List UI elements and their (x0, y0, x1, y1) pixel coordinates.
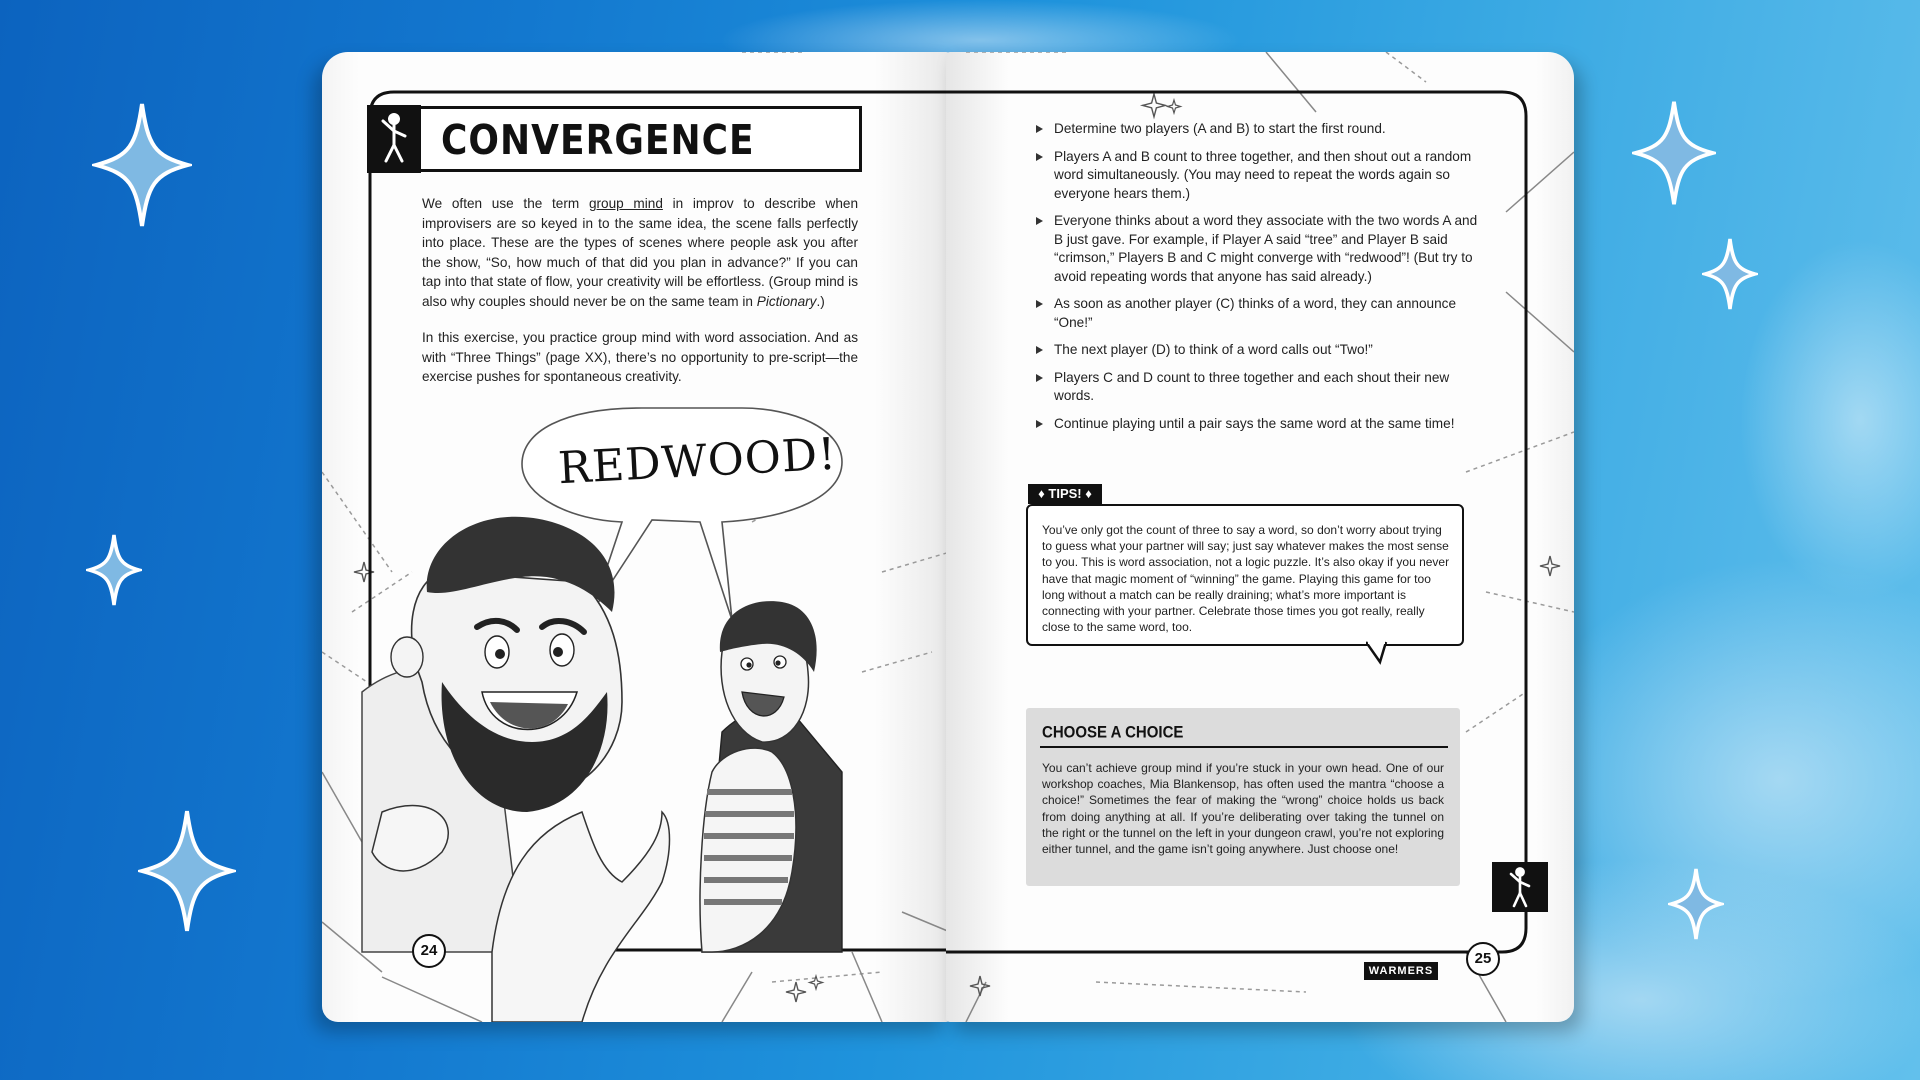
list-item: As soon as another player (C) thinks of a word, they can announce “One!” (1036, 295, 1486, 332)
tips-label: ♦ TIPS! ♦ (1028, 484, 1102, 504)
choice-text: You can’t achieve group mind if you’re stuck in your own head. One of our workshop coaches, Mia Blankensop, has often used the mantra “choose a choice!” Sometimes the fear of making the “wrong” choice holds us back from doing anything at all. If you’re deliberating over taking the tunnel on the right or the tunnel on the left in your dungeon crawl, you’re not exploring either tunnel, and the game isn’t going anywhere. Just choose one! (1042, 761, 1444, 857)
page-title: CONVERGENCE (441, 117, 755, 165)
sparkle-icon (86, 532, 142, 608)
sparkle-icon (138, 806, 236, 936)
section-label: WARMERS (1364, 962, 1438, 980)
choose-a-choice-box (1026, 708, 1460, 886)
intro-text-3: .) (816, 293, 825, 309)
list-item: The next player (D) to think of a word calls out “Two!” (1036, 341, 1486, 360)
list-item: Everyone thinks about a word they associate with the two words A and B just gave. For example, if Player A said “tree” and Player B said “crimson,” Players B and C might converge with “redwood”! (But try to avoid repeating words that anyone has said already.) (1036, 212, 1486, 286)
list-item: Determine two players (A and B) to start the first round. (1036, 120, 1486, 139)
intro-text-1: We often use the term (422, 196, 589, 211)
page-number-left: 24 (412, 934, 446, 968)
tips-text: You’ve only got the count of three to say a word, so don’t worry about trying to guess what your partner will say; just say whatever makes the most sense to you. This is word association, not a logic puzzle. It’s also okay if you never have that magic moment of “winning” the game. Playing this game for too long without a match can be really draining; what’s more important is connecting with your partner. Celebrate those times you got really, really close to the same word, too. (1042, 523, 1450, 635)
pictionary-term: Pictionary (756, 293, 817, 309)
choice-divider (1040, 746, 1448, 748)
person-icon (1492, 862, 1548, 912)
list-item: Players C and D count to three together and each shout their new words. (1036, 369, 1486, 406)
choice-title: CHOOSE A CHOICE (1042, 723, 1184, 742)
steps-list (1036, 120, 1486, 442)
intro-text-2: in improv to describe when improvisers are so keyed in to the same idea, the scene falls perfectly into place. These are the types of scenes where people ask you after the show, “So, how much of that did you plan in advance?” If you can tap into that state of flow, your creativity will be effortless. (Group mind is also why couples should never be on the same team in (422, 196, 859, 309)
bubble-text: REDWOOD! (556, 428, 839, 495)
sparkle-icon (1632, 98, 1716, 208)
tips-box-pointer (1366, 640, 1396, 666)
list-item: Continue playing until a pair says the same word at the same time! (1036, 415, 1486, 434)
sparkle-icon (1702, 236, 1758, 312)
right-page (946, 52, 1574, 1022)
tips-box (1026, 504, 1464, 646)
page-number-right: 25 (1466, 942, 1500, 976)
sparkle-icon (1668, 866, 1724, 942)
illustration-two-improvisers (322, 52, 950, 1022)
paragraph-2: In this exercise, you practice group mind with word association. And as with “Three Things” (page XX), there’s no opportunity to pre-script—the exercise pushes for spontaneous creativity. (422, 330, 858, 384)
open-book (322, 52, 1574, 1022)
list-item: Players A and B count to three together, and then shout out a random word simultaneously. (You may need to repeat the words again so everyone hears them.) (1036, 148, 1486, 204)
left-page (322, 52, 950, 1022)
group-mind-term: group mind (588, 196, 663, 211)
sparkle-icon (92, 100, 192, 230)
